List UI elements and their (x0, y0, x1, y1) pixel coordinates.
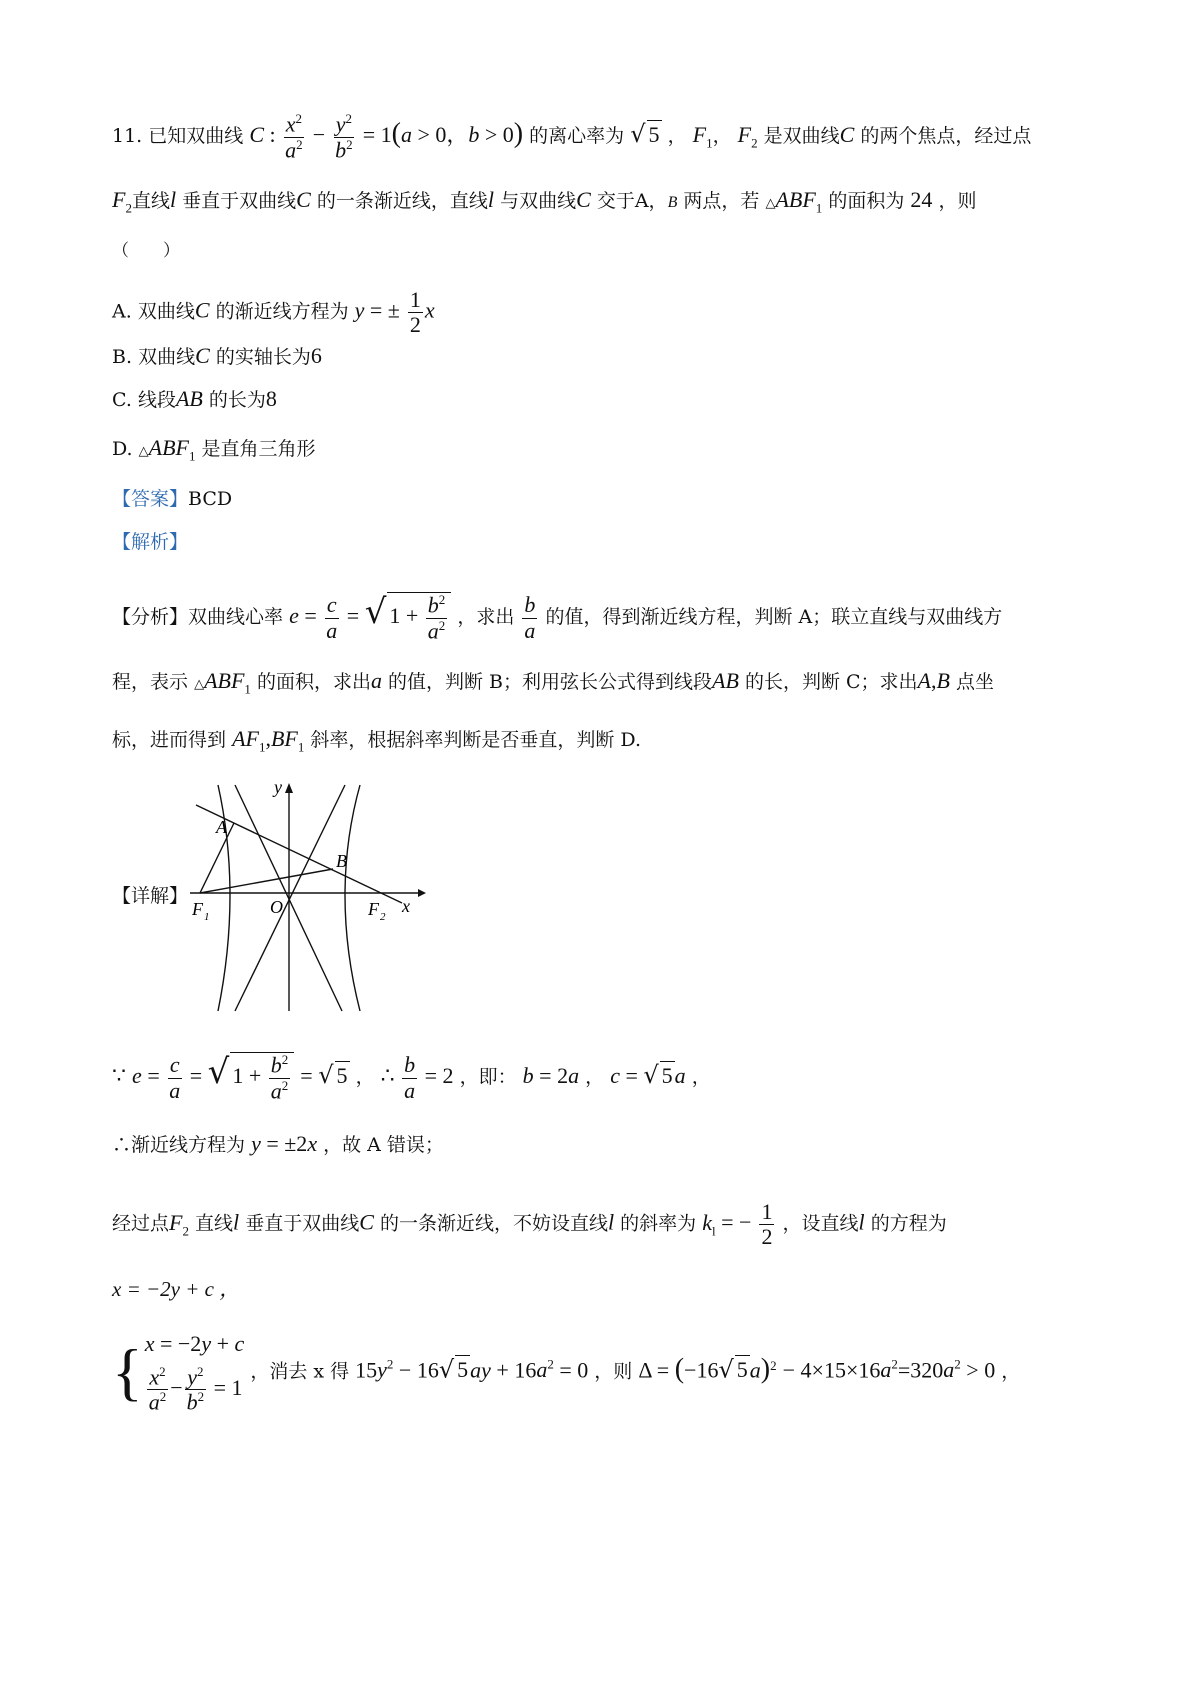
fenxi-line-2: 程，表示 $\triangle ABF_1$ 的面积，求出a 的值，判断 B；利用弦长公式得到线段AB 的长，判断 C；求出A,B 点坐 (112, 668, 994, 697)
label-f2: F (368, 899, 379, 919)
option-a: A. 双曲线C 的渐近线方程为 y = ± $\frac{1}{2}$ x (112, 287, 435, 338)
option-c: C. 线段AB 的长为8 (112, 386, 277, 411)
step-3: 经过点$F_2$ 直线l 垂直于双曲线C 的一条渐近线，不妨设直线l 的斜率为 $k_l$ = − $\frac{1}{2}$ ，设直线l 的方程为 (112, 1199, 947, 1250)
label-a: A (216, 817, 227, 837)
option-d: D. $\triangle ABF_1$ 是直角三角形 (112, 435, 316, 464)
answer-line: 【答案】BCD (112, 488, 233, 510)
option-b: B. 双曲线C 的实轴长为6 (112, 343, 322, 368)
question-line-2: $F_2$直线l 垂直于双曲线C 的一条渐近线，直线l 与双曲线C 交于A，B 两点，若 $\triangle ABF_1$ 的面积为 24 ，则 (112, 187, 977, 216)
label-x: x (402, 896, 410, 916)
svg-text:1: 1 (204, 911, 210, 923)
fenxi-line-3: 标，进而得到 $AF_1,BF_1$ 斜率，根据斜率判断是否垂直，判断 D. (112, 726, 642, 755)
step-2: ∴渐近线方程为 y = ±2x ，故 A 错误； (112, 1131, 444, 1156)
step-5: { x = −2y + c $\frac{x^2}{a^2}$ − $\frac{y^2}{b^2}$ = 1 ，消去 x 得 $15y^2 - 16√$ $5ay + 16a^2 = 0$ ，则 Δ = (−16√ $5a)^2 - 4\times 15\times 16a^2=320a^2 > 0$ ， (112, 1331, 1021, 1415)
analysis-heading: 【解析】 (112, 531, 189, 553)
label-f1: F (192, 899, 203, 919)
step-4: x = −2y + c ， (112, 1277, 241, 1301)
label-o: O (270, 897, 283, 917)
xiangjie-tag: 【详解】 (112, 885, 189, 907)
step-1: ∵ e = $\frac{c}{a}$ = √ 1 + $\frac{b^2}{a^2}$ = √ 5 ， ∴ $\frac{b}{a}$ = 2 ，即： b = 2a ， c = √ 5a ， (112, 1051, 711, 1103)
svg-text:2: 2 (380, 911, 386, 923)
label-y: y (274, 777, 282, 797)
fenxi-line-1: 【分析】双曲线心率 e = $\frac{c}{a}$ = √ 1 + $\frac{b^2}{a^2}$ ，求出 $\frac{b}{a}$ 的值，得到渐近线方程，判断 A；联立直线与双曲线方 (112, 591, 1003, 643)
question-number: 11. (112, 125, 143, 148)
segment-bf1 (200, 869, 333, 893)
hyperbola-figure (190, 775, 430, 1015)
right-branch (345, 785, 360, 1011)
question-line-1: 11. 已知双曲线 C : $\frac{x^2}{a^2}$ − $\frac{y^2}{b^2}$ = 1(a > 0，b > 0) 的离心率为 √ 5 ， $F_1$， $F_2$ 是双曲线C 的两个焦点，经过点 (112, 111, 1032, 162)
answer-blank: （ ） (112, 241, 180, 261)
label-b: B (336, 851, 347, 871)
